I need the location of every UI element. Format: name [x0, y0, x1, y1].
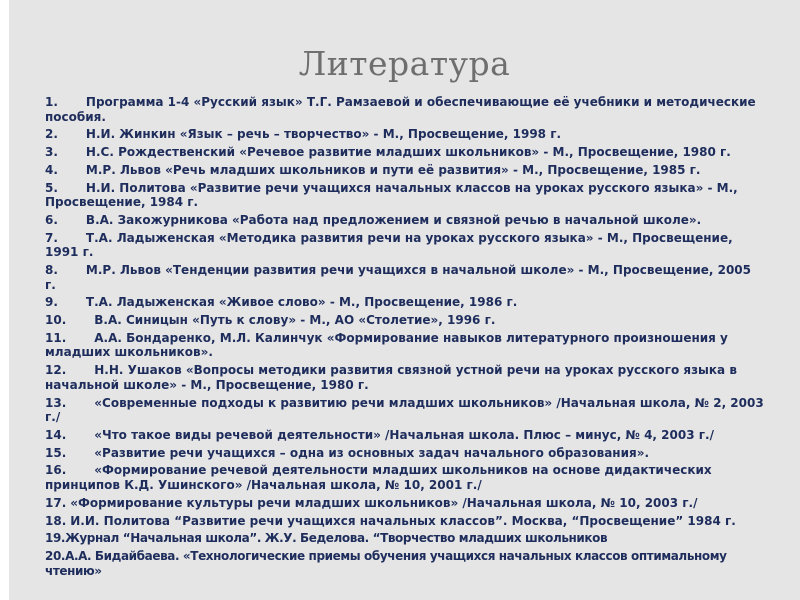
- reference-text: Н.И. Политова «Развитие речи учащихся начальных классов на уроках русского языка» - М., Просвещение, 1984 г.: [45, 180, 738, 210]
- reference-item: [45, 145, 765, 160]
- reference-item: [45, 313, 765, 328]
- reference-text: М.Р. Львов «Тенденции развития речи учащихся в начальной школе» - М., Просвещение, 2005 г.: [45, 263, 752, 292]
- reference-list: [45, 95, 765, 581]
- reference-text: А.А. Бондаренко, М.Л. Калинчук «Формирование навыков литературного произношения у младших школьников».: [45, 330, 728, 360]
- reference-item: [45, 514, 765, 529]
- reference-number: 19.: [45, 531, 66, 546]
- reference-number: 18.: [45, 513, 67, 528]
- reference-text: «Формирование речевой деятельности младших школьников на основе дидактических принципов К.Д. Ушинского» /Начальная школа, № 10, 2001 г./: [45, 463, 712, 492]
- reference-number: 9.: [45, 295, 58, 310]
- reference-number: 3.: [45, 145, 58, 160]
- reference-number: 2.: [45, 127, 58, 142]
- reference-text: Н.Н. Ушаков «Вопросы методики развития связной устной речи на уроках русского языка в начальной школе» - М., Просвещение, 1980 г.: [45, 363, 737, 392]
- reference-item: [45, 463, 765, 492]
- reference-item: [45, 213, 765, 228]
- reference-number: 4.: [45, 162, 58, 177]
- reference-text: В.А. Закожурникова «Работа над предложением и связной речью в начальной школе».: [85, 212, 702, 227]
- reference-item: [45, 127, 765, 142]
- reference-number: 15.: [45, 445, 67, 460]
- reference-item: [45, 496, 765, 511]
- slide-title: Литература: [298, 44, 511, 83]
- reference-text: «Развитие речи учащихся – одна из основных задач начального образования».: [94, 445, 650, 460]
- reference-item: [45, 549, 765, 578]
- reference-text: «Что такое виды речевой деятельности» /Начальная школа. Плюс – минус, № 4, 2003 г./: [94, 427, 714, 442]
- reference-text: «Формирование культуры речи младших школьников» /Начальная школа, № 10, 2003 г./: [70, 495, 698, 510]
- reference-text: Т.А. Ладыженская «Методика развития речи на уроках русского языка» - М., Просвещение, 1991 г.: [45, 230, 733, 260]
- reference-text: А.А. Бидайбаева. «Технологические приемы обучения учащихся начальных классов оптимальному чтению»: [45, 549, 727, 578]
- reference-text: Н.И. Жинкин «Язык – речь – творчество» - М., Просвещение, 1998 г.: [85, 127, 562, 142]
- reference-item: [45, 446, 765, 461]
- reference-item: [45, 231, 765, 260]
- reference-number: 1.: [45, 95, 58, 109]
- reference-item: [45, 263, 765, 292]
- reference-number: 12.: [45, 363, 67, 378]
- reference-number: 17.: [45, 495, 67, 510]
- reference-number: 5.: [45, 180, 58, 195]
- reference-text: Т.А. Ладыженская «Живое слово» - М., Просвещение, 1986 г.: [85, 295, 518, 310]
- reference-text: И.И. Политова “Развитие речи учащихся начальных классов”. Москва, “Просвещение” 1984 г.: [70, 513, 736, 528]
- reference-text: Н.С. Рождественский «Речевое развитие младших школьников» - М., Просвещение, 1980 г.: [85, 145, 731, 160]
- reference-text: Программа 1-4 «Русский язык» Т.Г. Рамзаевой и обеспечивающие её учебники и методические пособия.: [45, 95, 756, 124]
- reference-number: 10.: [45, 313, 67, 328]
- reference-number: 6.: [45, 212, 58, 227]
- reference-text: В.А. Синицын «Путь к слову» - М., АО «Столетие», 1996 г.: [94, 313, 496, 328]
- reference-item: [45, 95, 765, 124]
- reference-item: [45, 163, 765, 178]
- reference-number: 16.: [45, 463, 67, 478]
- reference-item: [45, 331, 765, 360]
- reference-number: 8.: [45, 263, 58, 278]
- reference-number: 11.: [45, 330, 67, 345]
- reference-item: [45, 428, 765, 443]
- reference-item: [45, 396, 765, 425]
- reference-item: [45, 181, 765, 210]
- reference-number: 13.: [45, 395, 67, 410]
- reference-item: [45, 531, 765, 546]
- reference-text: Журнал “Начальная школа”. Ж.У. Беделова. “Творчество младших школьников: [65, 531, 608, 546]
- reference-number: 20.: [45, 549, 66, 564]
- reference-text: М.Р. Львов «Речь младших школьников и пути её развития» - М., Просвещение, 1985 г.: [85, 162, 701, 177]
- reference-item: [45, 363, 765, 392]
- slide: [9, 0, 800, 600]
- reference-text: «Современные подходы к развитию речи младших школьников» /Начальная школа, № 2, 2003 г./: [45, 395, 764, 425]
- reference-item: [45, 295, 765, 310]
- reference-number: 7.: [45, 230, 58, 245]
- reference-number: 14.: [45, 427, 67, 442]
